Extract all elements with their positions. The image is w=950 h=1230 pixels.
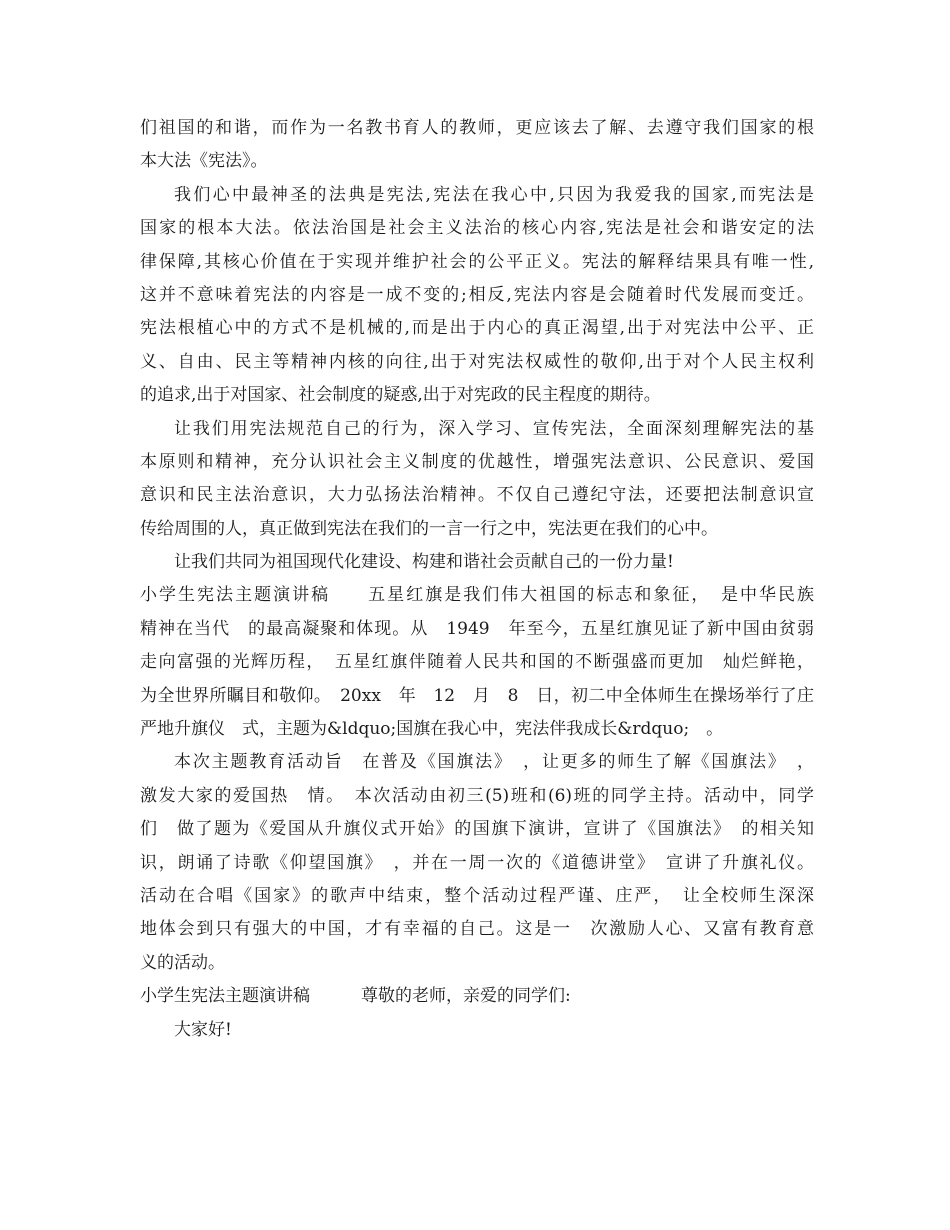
text-line: 们 做了题为《爱国从升旗仪式开始》的国旗下演讲，宣讲了《国旗法》 的相关知 [140,819,814,840]
text-line: 小学生宪法主题演讲稿 尊敬的老师，亲爱的同学们: [140,986,571,1007]
text-line: 严地升旗仪 式，主题为&ldquo;国旗在我心中，宪法伴我成长&rdquo; 。 [140,719,724,740]
text-line: 律保障,其核心价值在于实现并维护社会的公平正义。宪法的解释结果具有唯一性, [140,251,814,272]
text-line: 义、自由、民主等精神内核的向往,出于对宪法权威性的敬仰,出于对个人民主权利 [140,351,814,372]
text-line: 我们心中最神圣的法典是宪法,宪法在我心中,只因为我爱我的国家,而宪法是 [174,184,814,205]
text-line: 地体会到只有强大的中国，才有幸福的自己。这是一 次激励人心、又富有教育意 [140,919,814,940]
text-line: 意识和民主法治意识，大力弘扬法治精神。不仅自己遵纪守法，还要把法制意识宣 [140,485,814,506]
text-line: 本原则和精神，充分认识社会主义制度的优越性，增强宪法意识、公民意识、爱国 [140,451,814,472]
text-line: 精神在当代 的最高凝聚和体现。从 1949 年至今，五星红旗见证了新中国由贫弱 [140,618,814,639]
text-line: 大家好! [174,1019,232,1040]
text-line: 宪法根植心中的方式不是机械的,而是出于内心的真正渴望,出于对宪法中公平、正 [140,318,814,339]
text-line: 走向富强的光辉历程， 五星红旗伴随着人民共和国的不断强盛而更加 灿烂鲜艳， [140,652,814,673]
text-line: 国家的根本大法。依法治国是社会主义法治的核心内容,宪法是社会和谐安定的法 [140,218,814,239]
text-line: 激发大家的爱国热 情。 本次活动由初三(5)班和(6)班的同学主持。活动中，同学 [140,785,814,806]
document-body [140,112,814,1047]
text-line: 义的活动。 [140,952,225,973]
text-line: 为全世界所瞩目和敬仰。 20xx 年 12 月 8 日，初二中全体师生在操场举行了庄 [140,685,814,706]
text-line: 这并不意味着宪法的内容是一成不变的;相反,宪法内容是会随着时代发展而变迁。 [140,284,814,305]
text-line: 活动在合唱《国家》的歌声中结束，整个活动过程严谨、庄严， 让全校师生深深 [140,885,814,906]
text-line: 的追求,出于对国家、社会制度的疑惑,出于对宪政的民主程度的期待。 [140,385,661,406]
text-line: 们祖国的和谐，而作为一名教书育人的教师，更应该去了解、去遵守我们国家的根 [140,118,814,138]
text-line: 本次主题教育活动旨 在普及《国旗法》 ，让更多的师生了解《国旗法》 ， [174,752,814,773]
text-line: 传给周围的人，真正做到宪法在我们的一言一行之中，宪法更在我们的心中。 [140,518,718,539]
text-line: 让我们用宪法规范自己的行为，深入学习、宣传宪法，全面深刻理解宪法的基 [174,418,814,439]
text-line: 让我们共同为祖国现代化建设、构建和谐社会贡献自己的一份力量! [174,552,674,573]
text-line: 本大法《宪法》。 [140,151,268,172]
text-line: 小学生宪法主题演讲稿 五星红旗是我们伟大祖国的标志和象征， 是中华民族 [140,585,814,606]
text-line: 识，朗诵了诗歌《仰望国旗》 ，并在一周一次的《道德讲堂》 宣讲了升旗礼仪。 [140,852,814,873]
